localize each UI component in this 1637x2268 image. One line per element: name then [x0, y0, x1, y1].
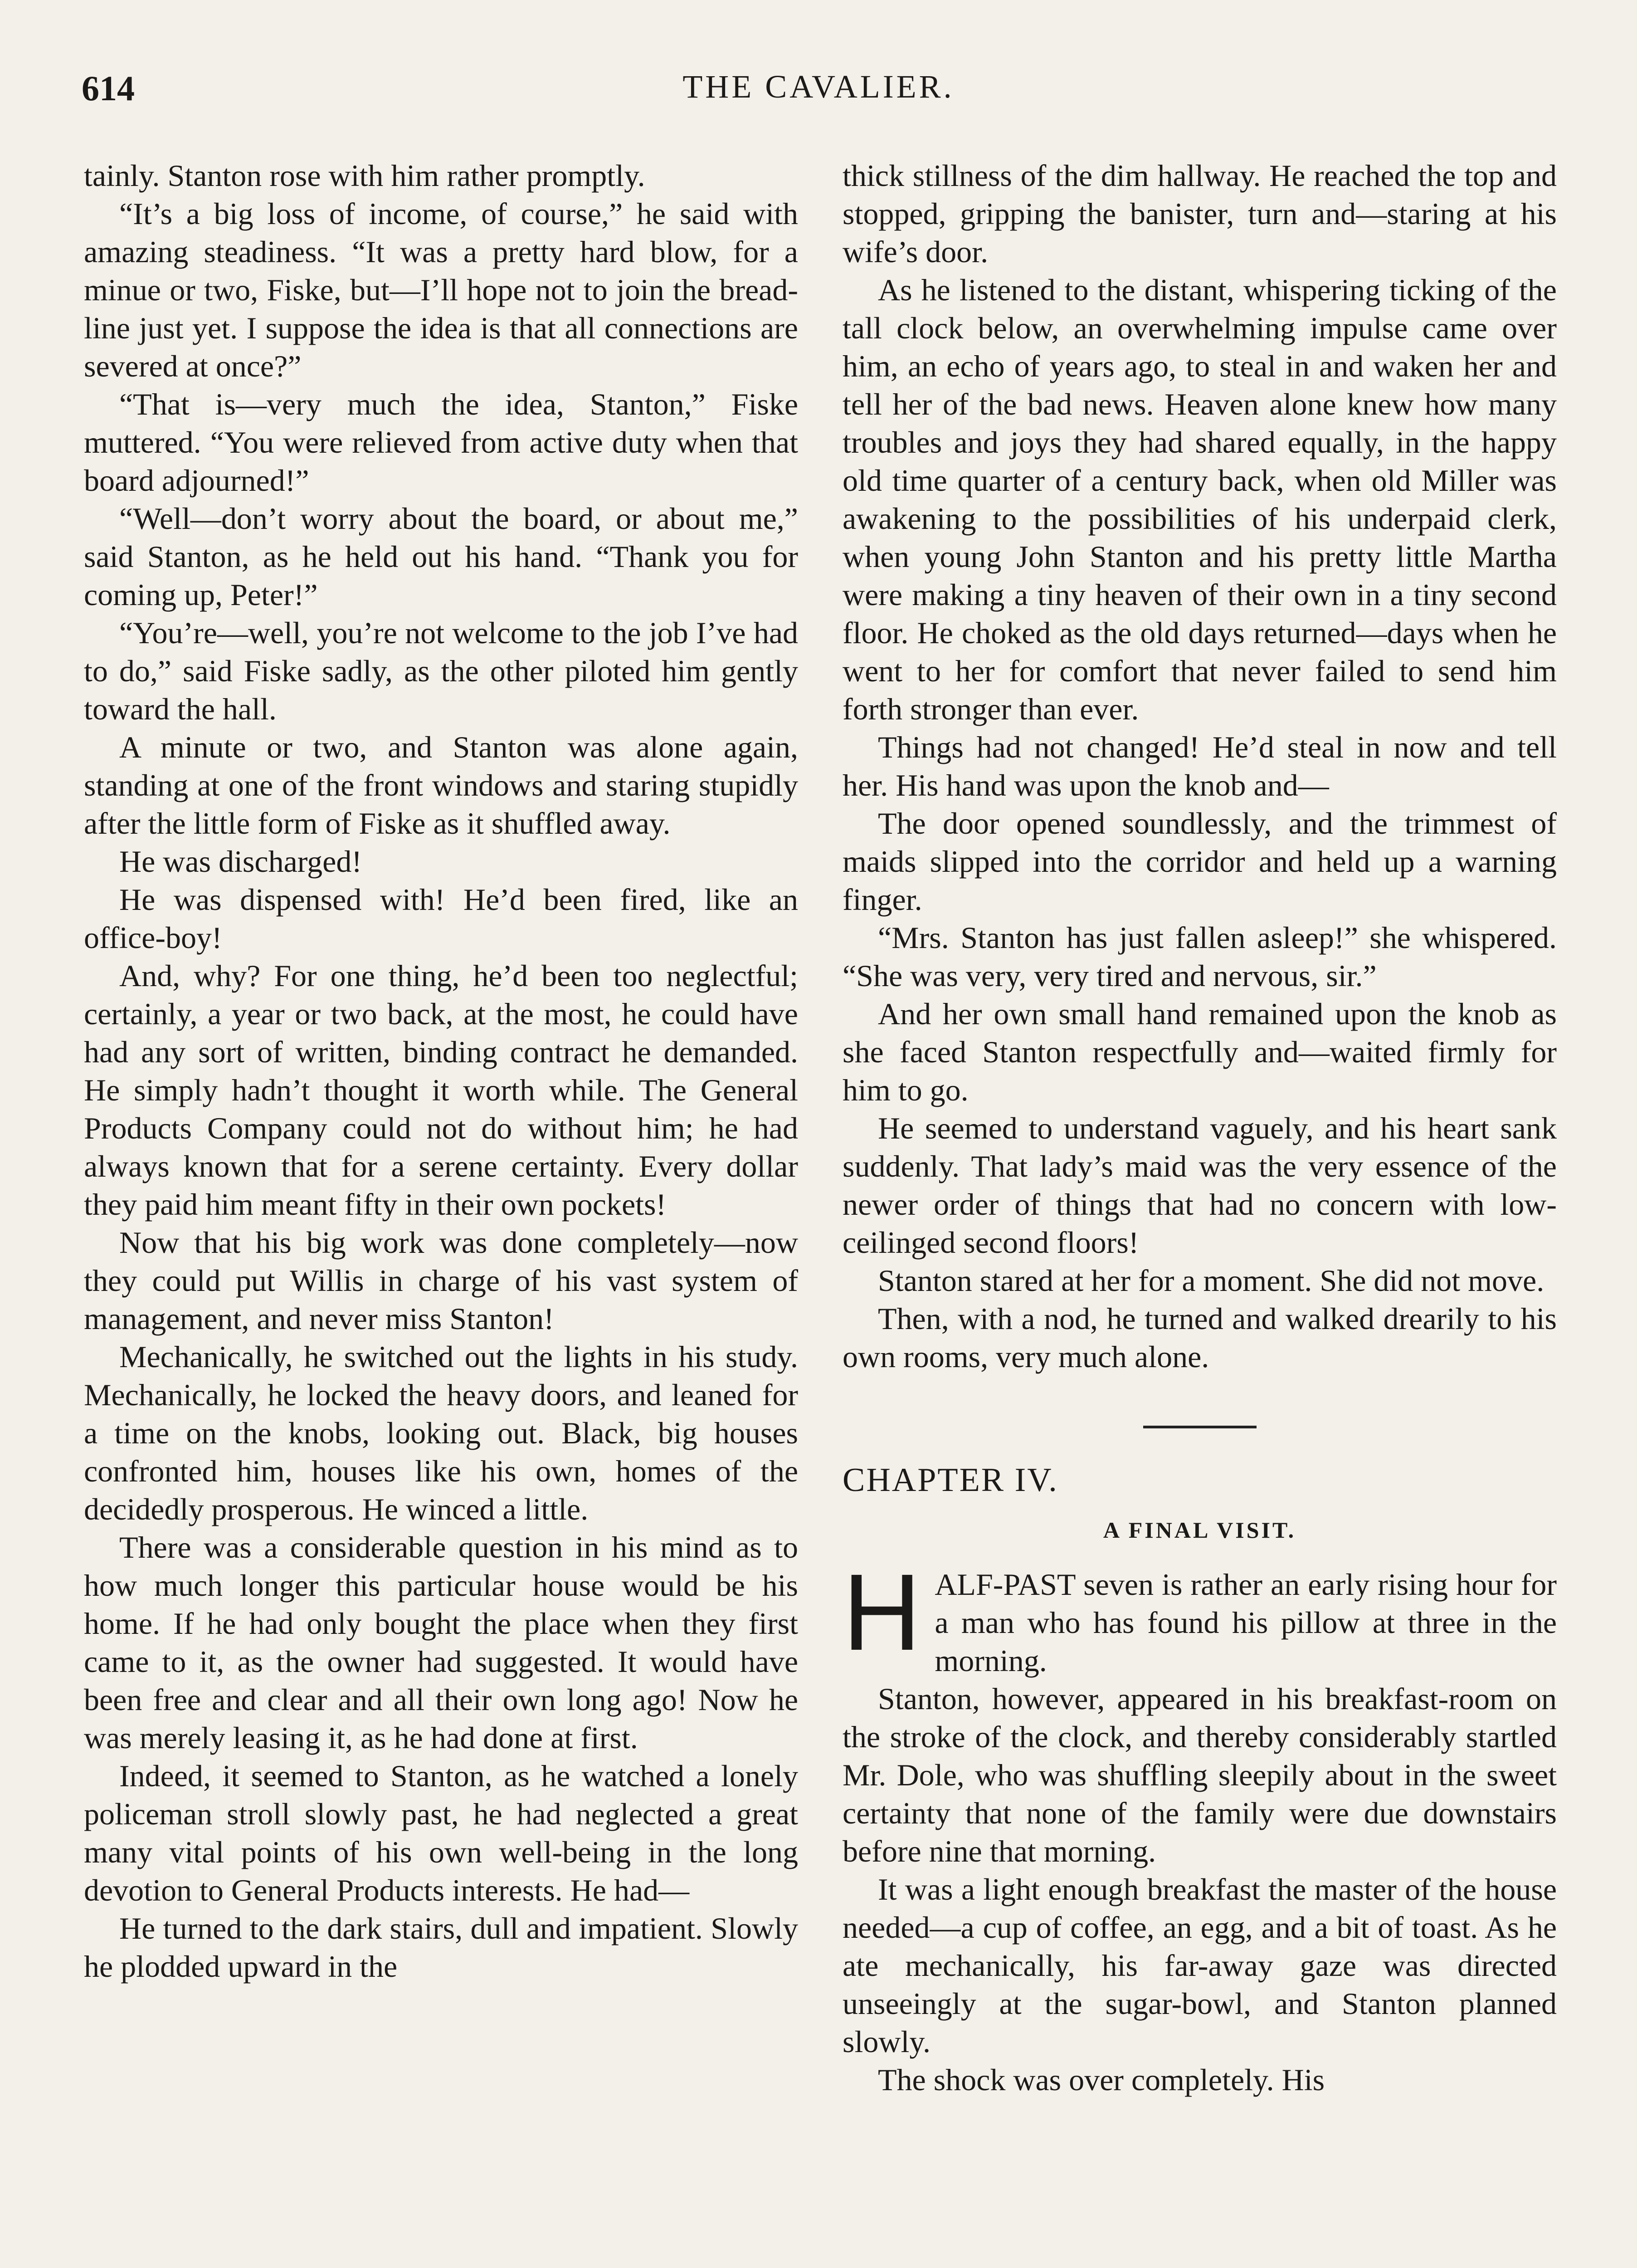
paragraph: And, why? For one thing, he’d been too neglectful; certainly, a year or two back, at the most, he could have had any sort of written, binding contract he demanded. He simply hadn’t thought it worth while. The General Products Company could not do without him; he had always known that for a serene certainty. Every dollar they paid him meant fifty in their own pockets!: [84, 958, 798, 1222]
magazine-title: THE CAVALIER.: [682, 68, 955, 105]
paragraph: He seemed to understand vaguely, and his heart sank suddenly. That lady’s maid was the very essence of the newer order of things that had no concern with low-ceilinged second floors!: [843, 1111, 1557, 1260]
chapter-title: CHAPTER IV.: [843, 1461, 1058, 1499]
running-header: [82, 68, 1555, 122]
page-number: 614: [82, 68, 135, 108]
paragraph: He turned to the dark stairs, dull and impatient. Slowly he plodded upward in the: [84, 1911, 798, 1984]
paragraph: tainly. Stanton rose with him rather promptly.: [84, 158, 645, 193]
right-column: [843, 156, 1557, 2099]
paragraph: Now that his big work was done completely—now they could put Willis in charge of his vast system of management, and never miss Stanton!: [84, 1225, 798, 1336]
left-column: [84, 156, 798, 1985]
paragraph: The shock was over completely. His: [878, 2063, 1325, 2097]
paragraph: “It’s a big loss of income, of course,” he said with amazing steadiness. “It was a pretty hard blow, for a minue or two, Fiske, but—I’ll hope not to join the bread-line just yet. I suppose the idea is that all connections are severed at once?”: [84, 196, 798, 383]
paragraph: “Well—don’t worry about the board, or about me,” said Stanton, as he held out his hand. “Thank you for coming up, Peter!”: [84, 501, 798, 612]
section-divider: [1143, 1426, 1257, 1428]
paragraph: Then, with a nod, he turned and walked drearily to his own rooms, very much alone.: [843, 1301, 1557, 1374]
paragraph: “Mrs. Stanton has just fallen asleep!” she whispered. “She was very, very tired and nervous, sir.”: [843, 920, 1557, 993]
paragraph: Indeed, it seemed to Stanton, as he watched a lonely policeman stroll slowly past, he had neglected a great many vital points of his own well-being in the long devotion to General Products interests. He had—: [84, 1759, 798, 1907]
paragraph: He was discharged!: [119, 844, 362, 879]
chapter-subtitle: A FINAL VISIT.: [1103, 1517, 1296, 1543]
paragraph: There was a considerable question in his mind as to how much longer this particular house would be his home. If he had only bought the place when they first came to it, as the owner had suggested. It would have been free and clear and all their own long ago! Now he was merely leasing it, as he had done at first.: [84, 1530, 798, 1755]
paragraph: Stanton, however, appeared in his breakfast-room on the stroke of the clock, and thereby considerably startled Mr. Dole, who was shuffling sleepily about in the sweet certainty that none of the family were due downstairs before nine that morning.: [843, 1681, 1557, 1868]
paragraph: “That is—very much the idea, Stanton,” Fiske muttered. “You were relieved from active duty when that board adjourned!”: [84, 387, 798, 498]
drop-cap: H: [843, 1551, 921, 1673]
paragraph: Stanton stared at her for a moment. She did not move.: [878, 1263, 1544, 1298]
paragraph: As he listened to the distant, whispering ticking of the tall clock below, an overwhelming impulse came over him, an echo of years ago, to steal in and waken her and tell her of the bad news. Heaven alone knew how many troubles and joys they had shared equally, in the happy old time quarter of a century back, when old Miller was awakening to the possibilities of his underpaid clerk, when young John Stanton and his pretty little Martha were making a tiny heaven of their own in a tiny second floor. He choked as the old days returned—days when he went to her for comfort that never failed to send him forth stronger than ever.: [843, 273, 1557, 726]
paragraph: He was dispensed with! He’d been fired, like an office-boy!: [84, 882, 798, 955]
paragraph: “You’re—well, you’re not welcome to the job I’ve had to do,” said Fiske sadly, as the other piloted him gently toward the hall.: [84, 616, 798, 726]
paragraph: Mechanically, he switched out the lights in his study. Mechanically, he locked the heavy doors, and leaned for a time on the knobs, looking out. Black, big houses confronted him, houses like his own, homes of the decidedly prosperous. He winced a little.: [84, 1339, 798, 1526]
paragraph: And her own small hand remained upon the knob as she faced Stanton respectfully and—waited firmly for him to go.: [843, 997, 1557, 1107]
chapter-opening-text: ALF-PAST seven is rather an early rising hour for a man who has found his pillow at three in the morning.: [935, 1567, 1557, 1678]
chapter-opening-paragraph: [843, 1551, 1557, 1680]
paragraph: Things had not changed! He’d steal in now and tell her. His hand was upon the knob and—: [843, 730, 1557, 802]
paragraph: It was a light enough breakfast the master of the house needed—a cup of coffee, an egg, and a bit of toast. As he ate mechanically, his far-away gaze was directed unseeingly at the sugar-bowl, and Stanton planned slowly.: [843, 1872, 1557, 2059]
paragraph: The door opened soundlessly, and the trimmest of maids slipped into the corridor and held up a warning finger.: [843, 806, 1557, 917]
paragraph: A minute or two, and Stanton was alone again, standing at one of the front windows and staring stupidly after the little form of Fiske as it shuffled away.: [84, 730, 798, 841]
paragraph: thick stillness of the dim hallway. He reached the top and stopped, gripping the banister, turn and—staring at his wife’s door.: [843, 158, 1557, 269]
